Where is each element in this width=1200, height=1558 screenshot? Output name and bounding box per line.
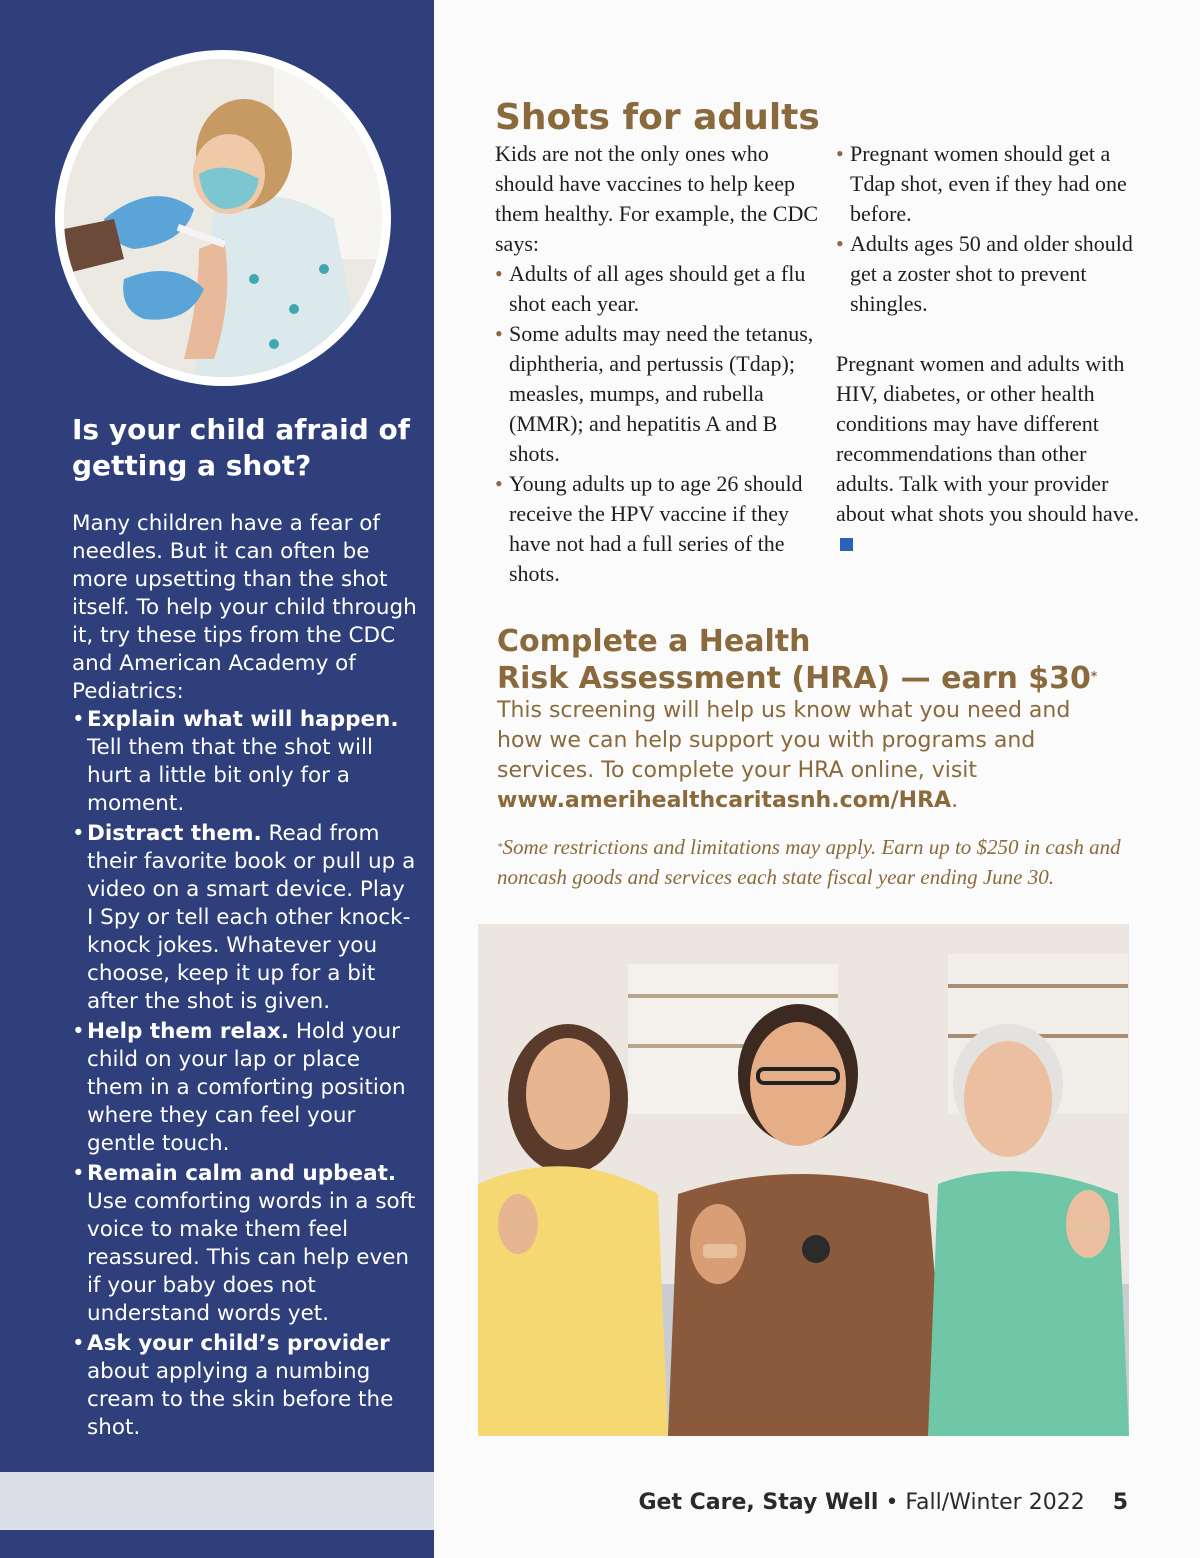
adults-intro: Kids are not the only ones who should have vaccines to help keep them healthy. For example, the CDC says: [495,141,819,256]
hra-body [497,696,1117,816]
list-item [72,1160,417,1328]
sidebar-intro: Many children have a fear of needles. But it can often be more upsetting than the shot itself. To help your child through it, try these tips from the CDC and American Academy of Pediatrics: [72,511,417,704]
list-item: • Young adults up to age 26 should receive the HPV vaccine if they have not had a full series of the shots. [495,469,820,589]
hra-link[interactable]: www.amerihealthcaritasnh.com/HRA [497,788,952,813]
tip-bold: Help them relax. [87,1019,289,1044]
child-vaccination-illustration [64,59,382,377]
page-title: Shots for adults [495,97,820,138]
sidebar-footer-band [0,1472,434,1530]
tip-text: about applying a numbing cream to the skin before the shot. [87,1359,394,1440]
adults-bandage-photo [478,924,1129,1436]
tip-text: Tell them that the shot will hurt a little bit only for a moment. [87,735,373,816]
publication-name: Get Care, Stay Well [638,1490,879,1515]
hra-heading-line2: Risk Assessment (HRA) — earn $30 [497,661,1091,696]
child-vaccination-image [64,59,382,377]
list-item: • Some adults may need the tetanus, diphtheria, and pertussis (Tdap); measles, mumps, and rubella (MMR); and hepatitis A and B shots. [495,319,820,469]
list-item: • Pregnant women should get a Tdap shot, even if they had one before. [836,139,1146,229]
tip-bold: Ask your child’s provider [87,1331,390,1356]
list-item [72,706,417,818]
tip-text: Use comforting words in a soft voice to make them feel reassured. This can help even if your baby does not understand words yet. [87,1189,416,1326]
issue-label: Fall/Winter 2022 [905,1490,1085,1515]
list-item: • Adults ages 50 and older should get a zoster shot to prevent shingles. [836,229,1146,319]
adults-bullets-1 [495,259,820,589]
child-vaccination-photo [55,50,391,386]
adults-bandage-illustration [478,924,1129,1436]
fine-print [497,832,1137,892]
adults-column-2 [836,139,1146,559]
hra-heading-line1: Complete a Health [497,624,811,659]
fine-asterisk: * [497,841,503,853]
footer-separator: • [878,1490,906,1515]
adults-column-1 [495,139,820,589]
tips-list [72,706,417,1444]
end-square-icon [840,538,853,551]
hra-heading [497,623,1137,697]
hra-asterisk: * [1090,669,1098,683]
sidebar-panel [0,0,434,1558]
page-footer [639,1488,1129,1518]
adults-bullets-2 [836,139,1146,319]
tip-bold: Distract them. [87,821,262,846]
sidebar-heading: Is your child afraid of getting a shot? [72,413,410,482]
hra-body-text: This screening will help us know what you need and how we can help support you with programs and services. To complete your HRA online, visit [497,698,1071,783]
tip-text: Read from their favorite book or pull up a video on a smart device. Play I Spy or tell each other knock-knock jokes. Whatever you choose, keep it up for a bit after the shot is given. [87,821,416,1014]
list-item [72,1018,417,1158]
tip-text: Hold your child on your lap or place them in a comforting position where they can feel your gentle touch. [87,1019,406,1156]
adults-closing-text: Pregnant women and adults with HIV, diabetes, or other health conditions may have different recommendations than other adults. Talk with your provider about what shots you should have. [836,351,1140,526]
tip-bold: Remain calm and upbeat. [87,1161,397,1186]
adults-closing [836,349,1146,559]
list-item: • Adults of all ages should get a flu shot each year. [495,259,820,319]
page-number: 5 [1112,1490,1128,1515]
list-item [72,820,417,1016]
hra-link-end: . [951,788,959,813]
list-item [72,1330,417,1442]
fine-print-text: Some restrictions and limitations may apply. Earn up to $250 in cash and noncash goods and services each state fiscal year ending June 30. [497,835,1121,889]
tip-bold: Explain what will happen. [87,707,399,732]
